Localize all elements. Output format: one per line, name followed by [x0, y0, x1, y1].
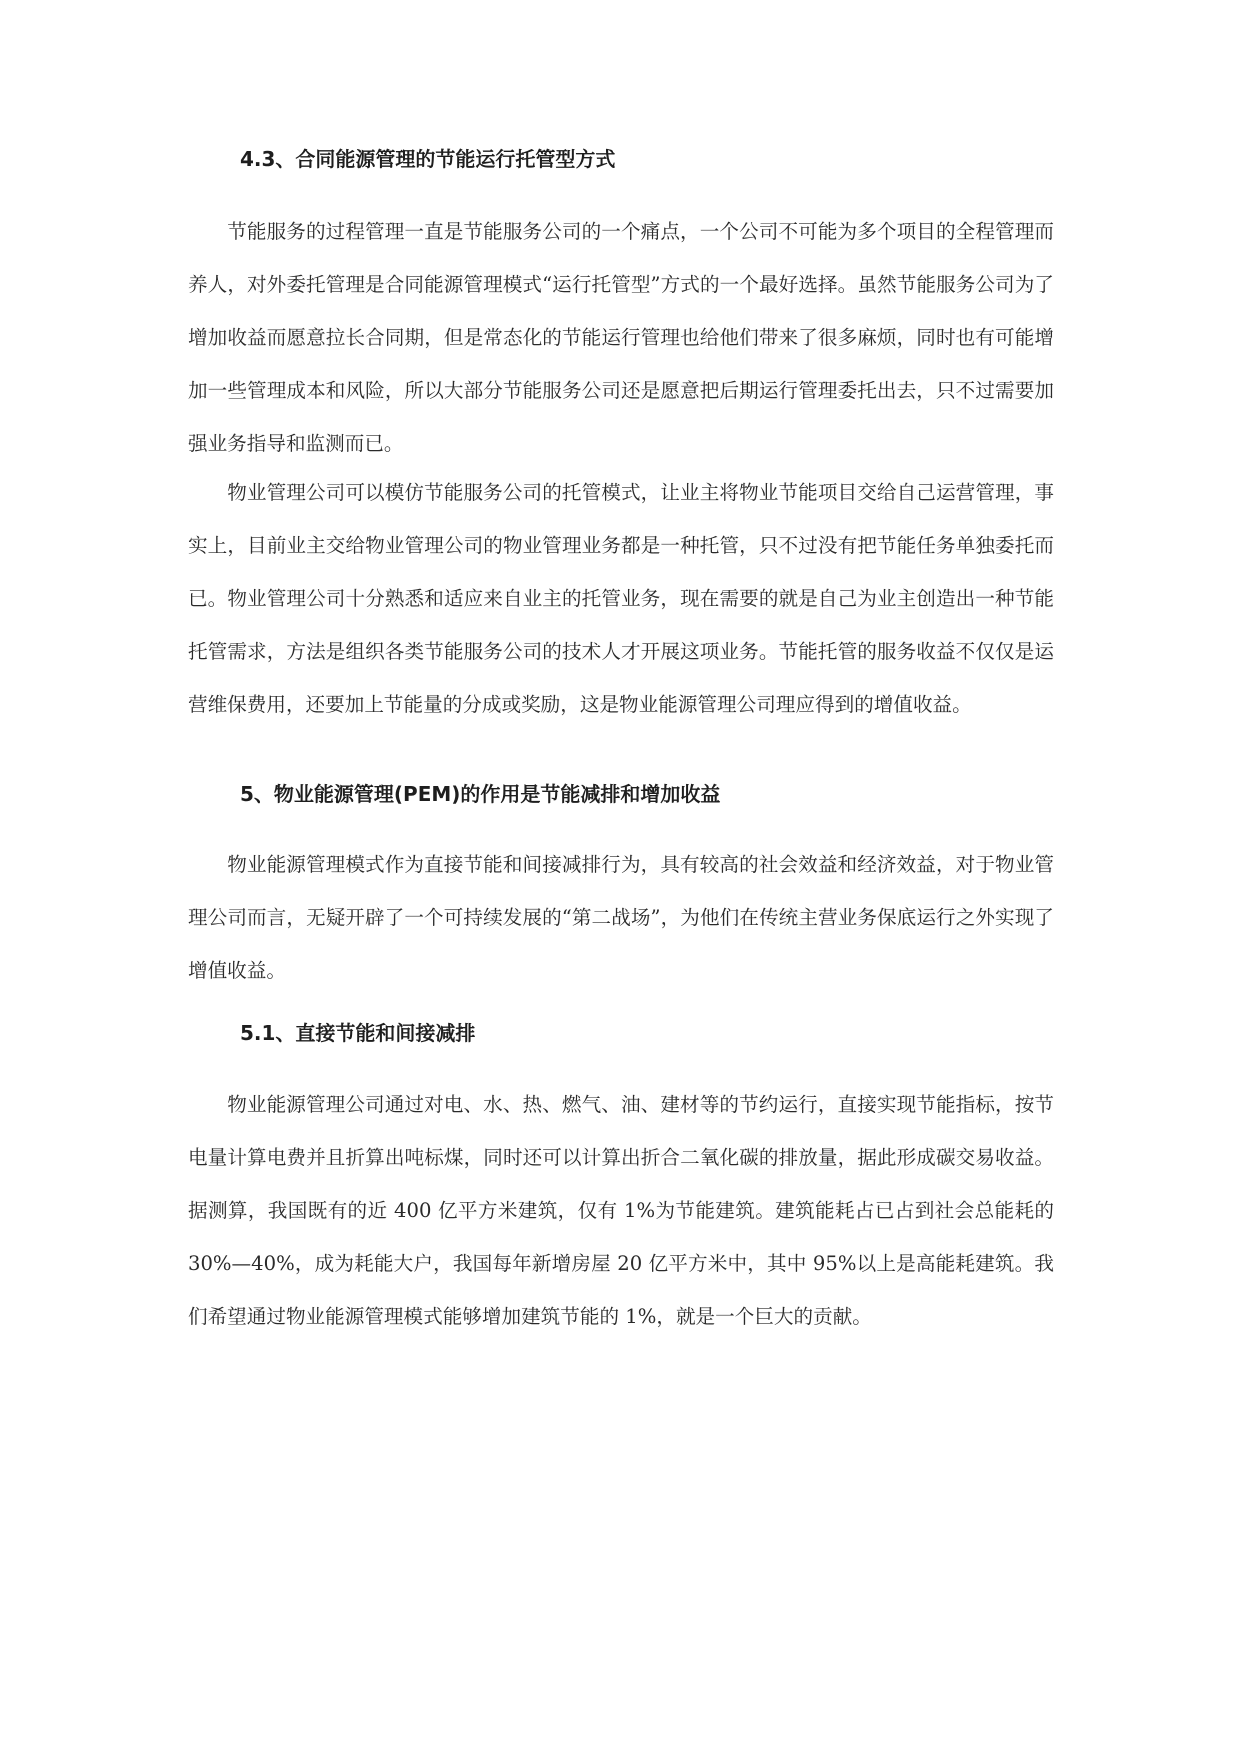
paragraph-hosting-intro: 节能服务的过程管理一直是节能服务公司的一个痛点，一个公司不可能为多个项目的全程管理而养人，对外委托管理是合同能源管理模式“运行托管型”方式的一个最好选择。虽然节能服务公司为了增加收益而愿意拉长合同期，但是常态化的节能运行管理也给他们带来了很多麻烦，同时也有可能增加一些管理成本和风险，所以大部分节能服务公司还是愿意把后期运行管理委托出去，只不过需要加强业务指导和监测而已。 — [188, 220, 1054, 455]
paragraph-pem-role: 物业能源管理模式作为直接节能和间接减排行为，具有较高的社会效益和经济效益，对于物业管理公司而言，无疑开辟了一个可持续发展的“第二战场”，为他们在传统主营业务保底运行之外实现了增值收益。 — [188, 853, 1054, 982]
section-heading-5: 5、物业能源管理(PEM)的作用是节能减排和增加收益 — [240, 782, 721, 806]
paragraph-direct-saving: 物业能源管理公司通过对电、水、热、燃气、油、建材等的节约运行，直接实现节能指标，按节电量计算电费并且折算出吨标煤，同时还可以计算出折合二氧化碳的排放量，据此形成碳交易收益。据测算，我国既有的近 400 亿平方米建筑，仅有 1%为节能建筑。建筑能耗占已占到社会总能耗的 30%—40%，成为耗能大户，我国每年新增房屋 20 亿平方米中，其中 95%以上是高能耗建筑。我们希望通过物业能源管理模式能够增加建筑节能的 1%，就是一个巨大的贡献。 — [188, 1093, 1054, 1328]
section-heading-5-1: 5.1、直接节能和间接减排 — [240, 1021, 476, 1045]
section-heading-4-3: 4.3、合同能源管理的节能运行托管型方式 — [240, 147, 616, 171]
document-page — [188, 0, 1054, 1754]
paragraph-property-hosting: 物业管理公司可以模仿节能服务公司的托管模式，让业主将物业节能项目交给自己运营管理，事实上，目前业主交给物业管理公司的物业管理业务都是一种托管，只不过没有把节能任务单独委托而已。物业管理公司十分熟悉和适应来自业主的托管业务，现在需要的就是自己为业主创造出一种节能托管需求，方法是组织各类节能服务公司的技术人才开展这项业务。节能托管的服务收益不仅仅是运营维保费用，还要加上节能量的分成或奖励，这是物业能源管理公司理应得到的增值收益。 — [188, 481, 1054, 716]
